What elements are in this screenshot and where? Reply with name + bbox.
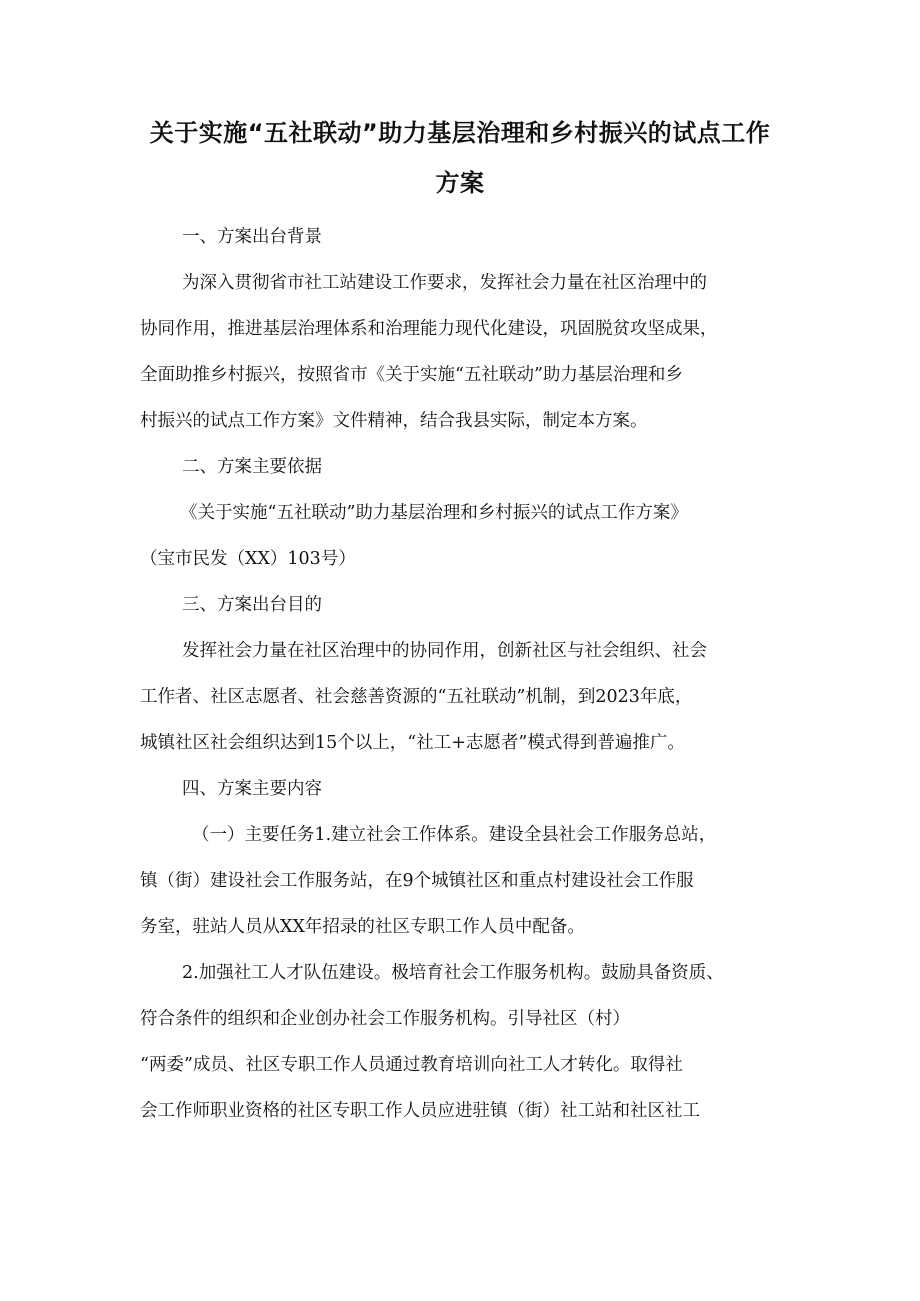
paragraph-line: 2.加强社工人才队伍建设。极培育社会工作服务机构。鼓励具备资质、 bbox=[182, 963, 724, 983]
paragraph-line: 为深入贯彻省市社工站建设工作要求，发挥社会力量在社区治理中的 bbox=[182, 273, 707, 293]
document-title bbox=[140, 108, 780, 208]
paragraph-line: 全面助推乡村振兴，按照省市《关于实施“五社联动”助力基层治理和乡 bbox=[140, 365, 683, 385]
paragraph-line: 城镇社区社会组织达到15个以上，“社工+志愿者”模式得到普遍推广。 bbox=[140, 733, 685, 753]
paragraph-line: 符合条件的组织和企业创办社会工作服务机构。引导社区（村） bbox=[140, 1009, 630, 1029]
paragraph-line: （一）主要任务1.建立社会工作体系。建设全县社会工作服务总站， bbox=[192, 825, 717, 845]
paragraph-line: 村振兴的试点工作方案》文件精神，结合我县实际，制定本方案。 bbox=[140, 411, 648, 431]
section-1-paragraph bbox=[140, 260, 780, 444]
title-line-2: 方案 bbox=[435, 169, 485, 197]
paragraph-line: （宝市民发（XX）103号） bbox=[140, 549, 356, 569]
section-1-heading: 一、方案出台背景 bbox=[182, 227, 322, 247]
section-3-paragraph bbox=[140, 628, 780, 766]
paragraph-line: 会工作师职业资格的社区专职工作人员应进驻镇（街）社工站和社区社工 bbox=[140, 1101, 700, 1121]
paragraph-line: 发挥社会力量在社区治理中的协同作用，创新社区与社会组织、社会 bbox=[182, 641, 707, 661]
section-3-heading: 三、方案出台目的 bbox=[182, 595, 322, 615]
section-4-paragraph-2 bbox=[140, 950, 780, 1134]
paragraph-line: 协同作用，推进基层治理体系和治理能力现代化建设，巩固脱贫攻坚成果， bbox=[140, 319, 718, 339]
paragraph-line: 务室，驻站人员从XX年招录的社区专职工作人员中配备。 bbox=[140, 917, 585, 937]
paragraph-line: 《关于实施“五社联动”助力基层治理和乡村振兴的试点工作方案》 bbox=[180, 503, 688, 523]
section-2-heading: 二、方案主要依据 bbox=[182, 457, 322, 477]
title-line-1: 关于实施“五社联动”助力基层治理和乡村振兴的试点工作 bbox=[149, 119, 771, 147]
paragraph-line: 镇（街）建设社会工作服务站，在9个城镇社区和重点村建设社会工作服 bbox=[140, 871, 694, 891]
paragraph-line: 工作者、社区志愿者、社会慈善资源的“五社联动”机制，到2023年底， bbox=[140, 687, 693, 707]
section-4-heading: 四、方案主要内容 bbox=[182, 779, 322, 799]
paragraph-line: “两委”成员、社区专职工作人员通过教育培训向社工人才转化。取得社 bbox=[140, 1055, 683, 1075]
section-2-paragraph bbox=[140, 490, 780, 582]
section-4-paragraph-1 bbox=[140, 812, 780, 950]
